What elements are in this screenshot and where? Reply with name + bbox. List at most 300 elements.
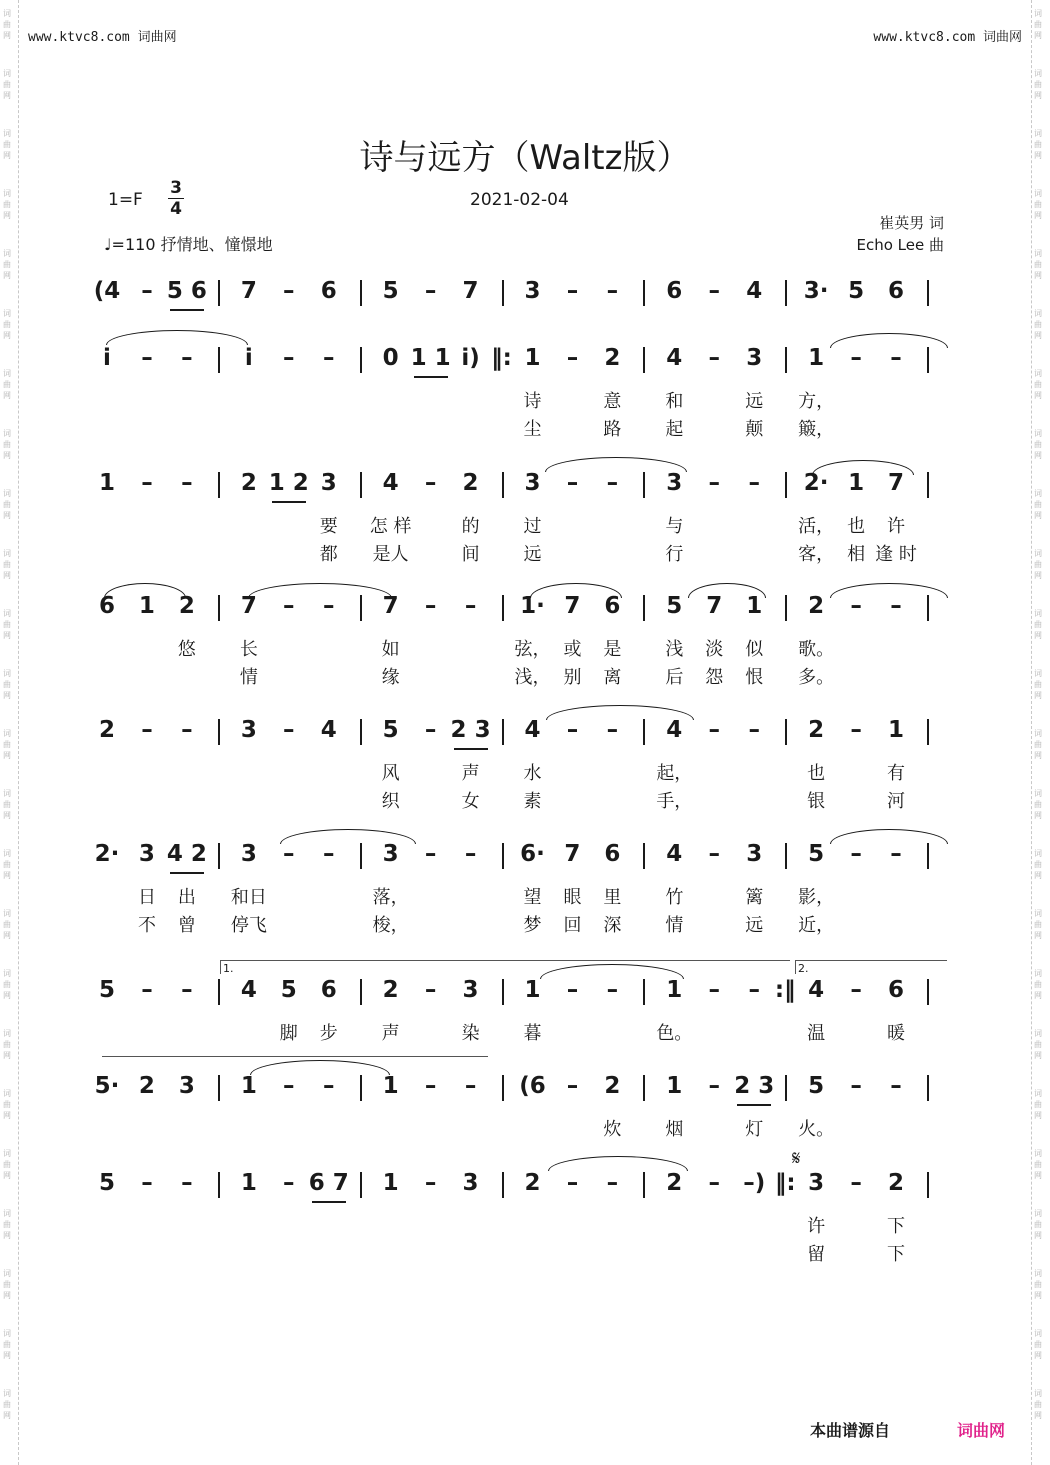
- lyric-verse-1: 方，: [798, 391, 835, 412]
- barline: [218, 472, 220, 498]
- slur-arc: [688, 583, 766, 598]
- note: –: [890, 1073, 902, 1099]
- note: 3: [746, 345, 763, 371]
- note: 1: [240, 1170, 257, 1196]
- lyric-verse-2: 远: [745, 915, 764, 936]
- watermark-text: 词曲网: [1034, 129, 1042, 160]
- watermark-text: 词曲网: [1034, 669, 1042, 700]
- watermark-text: 词曲网: [3, 729, 11, 760]
- note: –: [850, 1170, 862, 1196]
- lyric-verse-2: 是人: [372, 544, 409, 565]
- watermark-text: 词曲网: [3, 189, 11, 220]
- watermark-text: 词曲网: [3, 609, 11, 640]
- barline: [360, 1172, 362, 1198]
- note-group: 1 1: [410, 345, 451, 371]
- watermark-text: 词曲网: [1034, 9, 1042, 40]
- note: 4: [666, 345, 683, 371]
- note: 7: [382, 593, 399, 619]
- note: –: [181, 977, 193, 1003]
- watermark-text: 词曲网: [3, 909, 11, 940]
- lyric-verse-1: 竹: [665, 887, 684, 908]
- note: –: [708, 1073, 721, 1099]
- note: 1·: [520, 593, 545, 619]
- lyric-verse-1: 暮: [523, 1023, 542, 1044]
- note: –: [566, 717, 579, 743]
- barline: [785, 1075, 787, 1101]
- note: –: [424, 1170, 437, 1196]
- eighth-underline: [312, 1201, 346, 1203]
- note: –: [708, 470, 721, 496]
- barline: [643, 1075, 645, 1101]
- lyric-verse-2: 浅，: [514, 667, 551, 688]
- watermark-text: 词曲网: [1034, 969, 1042, 1000]
- note: 5: [98, 1170, 116, 1196]
- note: –: [424, 717, 437, 743]
- watermark-text: 词曲网: [3, 129, 11, 160]
- note: i: [244, 345, 253, 371]
- note: 2: [808, 717, 825, 743]
- watermark-text: 词曲网: [3, 1149, 11, 1180]
- eighth-underline: [272, 501, 306, 503]
- note: 5: [808, 841, 825, 867]
- barline: [643, 595, 645, 621]
- note: –: [708, 977, 721, 1003]
- note: 7: [564, 593, 581, 619]
- slur-arc: [104, 583, 186, 598]
- note: 7: [564, 841, 581, 867]
- note: 2: [524, 1170, 541, 1196]
- lyric-verse-1: 如: [381, 639, 400, 660]
- eighth-underline: [737, 1104, 771, 1106]
- watermark-text: 词曲网: [1034, 1269, 1042, 1300]
- lyric-verse-1: 脚: [279, 1023, 298, 1044]
- watermark-text: 词曲网: [3, 1269, 11, 1300]
- footer-source-label: 本曲谱源自: [810, 1421, 891, 1440]
- watermark-text: 词曲网: [3, 369, 11, 400]
- note: 3: [240, 841, 257, 867]
- watermark-text: 词曲网: [1034, 789, 1042, 820]
- note: 1: [240, 1073, 257, 1099]
- lyric-verse-2: 下: [887, 1244, 906, 1265]
- note: –: [283, 1170, 295, 1196]
- note: –: [283, 345, 295, 371]
- note: 1: [524, 977, 541, 1003]
- note: –: [566, 977, 579, 1003]
- note: –: [748, 470, 760, 496]
- eighth-underline: [414, 376, 448, 378]
- note: –: [606, 470, 619, 496]
- lyric-verse-1: 活，: [798, 516, 835, 537]
- lyric-verse-1: 的: [461, 516, 480, 537]
- note: –: [708, 717, 721, 743]
- note: –: [424, 278, 437, 304]
- note: 4: [666, 717, 683, 743]
- lyric-verse-1: 温: [807, 1023, 826, 1044]
- watermark-text: 词曲网: [3, 969, 11, 1000]
- note: –: [283, 593, 295, 619]
- lyric-verse-1: 下: [887, 1216, 906, 1237]
- note: –: [748, 977, 760, 1003]
- note: –: [424, 841, 437, 867]
- note: 2·: [803, 470, 829, 496]
- barline: [927, 472, 929, 498]
- watermark-text: 词曲网: [1034, 1209, 1042, 1240]
- lyric-verse-1: 声: [461, 763, 480, 784]
- barline: [927, 1075, 929, 1101]
- barline: [360, 719, 362, 745]
- watermark-text: 词曲网: [3, 549, 11, 580]
- note: 6: [320, 977, 337, 1003]
- note: 7: [888, 470, 905, 496]
- watermark-text: 词曲网: [1034, 549, 1042, 580]
- note: 3: [524, 470, 541, 496]
- note: 2: [240, 470, 257, 496]
- lyric-verse-1: 出: [177, 887, 196, 908]
- lyric-verse-1: 弦，: [514, 639, 551, 660]
- note: –: [708, 1170, 721, 1196]
- note: 1: [666, 977, 683, 1003]
- watermark-text: 词曲网: [3, 429, 11, 460]
- note: 5: [808, 1073, 825, 1099]
- lyric-verse-1: 声: [381, 1023, 400, 1044]
- watermark-text: 词曲网: [3, 849, 11, 880]
- watermark-text: 词曲网: [3, 1029, 11, 1060]
- eighth-underline: [170, 309, 204, 311]
- lyric-verse-2: 留: [807, 1244, 826, 1265]
- note: –: [322, 1073, 335, 1099]
- note: –: [141, 345, 153, 371]
- note: (6: [519, 1073, 546, 1099]
- note: –: [566, 1073, 579, 1099]
- watermark-text: 词曲网: [3, 9, 11, 40]
- lyric-verse-2: 停飞: [230, 915, 267, 936]
- barline: [218, 1075, 220, 1101]
- watermark-text: 词曲网: [3, 69, 11, 100]
- note-group: 5 6: [166, 278, 207, 304]
- note: 1: [138, 593, 155, 619]
- lyric-verse-1: 步: [319, 1023, 338, 1044]
- barline: [218, 1172, 220, 1198]
- note: –: [890, 345, 902, 371]
- watermark-text: 词曲网: [1034, 189, 1042, 220]
- lyric-verse-2: 手，: [656, 791, 693, 812]
- note: –: [606, 278, 619, 304]
- lyric-verse-1: 长: [239, 639, 258, 660]
- barline: [218, 979, 220, 1005]
- note: 3: [808, 1170, 825, 1196]
- note: –: [850, 1073, 862, 1099]
- lyric-verse-1: 也: [847, 516, 866, 537]
- note-group: 2 3: [450, 717, 491, 743]
- watermark-text: 词曲网: [1034, 1089, 1042, 1120]
- watermark-text: 词曲网: [1034, 249, 1042, 280]
- eighth-underline: [170, 872, 204, 874]
- note: 5·: [94, 1073, 120, 1099]
- note: –: [850, 345, 862, 371]
- note: –: [708, 841, 721, 867]
- lyric-verse-1: 怎 样: [369, 516, 412, 537]
- note: –: [141, 977, 153, 1003]
- lyric-verse-2: 女: [461, 791, 480, 812]
- barline: [360, 1075, 362, 1101]
- lyric-verse-1: 或: [563, 639, 582, 660]
- lyric-verse-1: 有: [887, 763, 906, 784]
- note: –: [181, 717, 193, 743]
- lyric-verse-2: 相: [847, 544, 866, 565]
- note: 2: [604, 345, 621, 371]
- note: 2: [382, 977, 399, 1003]
- lyric-verse-2: 间: [461, 544, 480, 565]
- lyric-verse-1: 似: [745, 639, 764, 660]
- time-signature-bottom: 4: [168, 198, 184, 219]
- lyric-verse-1: 里: [603, 887, 622, 908]
- lyric-verse-1: 炊: [603, 1119, 622, 1140]
- note: –: [890, 593, 902, 619]
- barline: [502, 472, 504, 498]
- barline: [360, 280, 362, 306]
- note: 6: [320, 278, 337, 304]
- lyric-verse-2: 别: [563, 667, 582, 688]
- key-signature: 1=F: [108, 190, 143, 210]
- barline: [360, 472, 362, 498]
- watermark-text: 词曲网: [3, 249, 11, 280]
- lyric-verse-2: 缘: [381, 667, 400, 688]
- time-signature: [168, 178, 184, 219]
- barline: [502, 719, 504, 745]
- lyric-verse-2: 银: [807, 791, 826, 812]
- note: :‖: [774, 977, 796, 1003]
- barline: [643, 1172, 645, 1198]
- note: –: [606, 977, 619, 1003]
- note: 6: [604, 841, 621, 867]
- note: 6: [666, 278, 683, 304]
- note: i): [461, 345, 480, 371]
- note: 4: [382, 470, 399, 496]
- lyric-verse-1: 起，: [656, 763, 693, 784]
- note: 3: [462, 977, 479, 1003]
- barline: [643, 843, 645, 869]
- note: –: [424, 470, 437, 496]
- slur-arc: [250, 1060, 390, 1075]
- note: –: [141, 1170, 153, 1196]
- note: –: [283, 1073, 295, 1099]
- time-signature-top: 3: [170, 178, 182, 198]
- note: 1: [808, 345, 825, 371]
- note: –: [181, 470, 193, 496]
- note-group: 2 3: [734, 1073, 775, 1099]
- barline: [927, 347, 929, 373]
- note: 4: [746, 278, 763, 304]
- note: 2: [808, 593, 825, 619]
- volta-second-hook: [795, 960, 796, 974]
- lyric-verse-1: 日: [137, 887, 156, 908]
- note: 2: [178, 593, 195, 619]
- lyric-verse-2: 尘: [523, 419, 542, 440]
- note: –: [708, 278, 721, 304]
- barline: [785, 719, 787, 745]
- barline: [502, 280, 504, 306]
- note: 3: [746, 841, 763, 867]
- note: (4: [93, 278, 121, 304]
- note: 2: [98, 717, 116, 743]
- watermark-text: 词曲网: [3, 489, 11, 520]
- note: –: [141, 278, 153, 304]
- barline: [927, 595, 929, 621]
- lyric-verse-2: 行: [665, 544, 684, 565]
- footer-source-site[interactable]: 词曲网: [957, 1421, 1006, 1440]
- watermark-text: 词曲网: [1034, 369, 1042, 400]
- lyric-verse-2: 恨: [745, 667, 764, 688]
- lyric-verse-1: 篱: [745, 887, 764, 908]
- site-url-left[interactable]: www.ktvc8.com 词曲网: [28, 30, 177, 45]
- lyric-verse-1: 远: [745, 391, 764, 412]
- barline: [360, 595, 362, 621]
- volta-first-label: 1.: [223, 962, 234, 975]
- note: –: [566, 278, 579, 304]
- note: –: [464, 1073, 477, 1099]
- site-url-right[interactable]: www.ktvc8.com 词曲网: [873, 30, 1022, 45]
- lyric-verse-2: 织: [381, 791, 400, 812]
- lyric-verse-2: 都: [319, 544, 338, 565]
- lyric-verse-2: 河: [887, 791, 906, 812]
- lyric-verse-2: 簸，: [798, 419, 835, 440]
- barline: [502, 1075, 504, 1101]
- note: 3: [320, 470, 337, 496]
- barline: [785, 472, 787, 498]
- barline: [218, 595, 220, 621]
- barline: [927, 1172, 929, 1198]
- note: –: [850, 717, 862, 743]
- slur-arc: [280, 829, 416, 844]
- watermark-text: 词曲网: [1034, 429, 1042, 460]
- note: 5: [848, 278, 865, 304]
- note: –: [283, 278, 295, 304]
- volta-second-label: 2.: [798, 962, 809, 975]
- note: –: [283, 717, 295, 743]
- lyric-verse-2: 怨: [705, 667, 724, 688]
- note: 3: [138, 841, 155, 867]
- note: 5: [666, 593, 683, 619]
- watermark-text: 词曲网: [3, 789, 11, 820]
- barline: [785, 595, 787, 621]
- note: –: [322, 593, 335, 619]
- note: –: [850, 593, 862, 619]
- lyricist: 崔英男 词: [879, 214, 944, 232]
- lyric-verse-1: 火。: [798, 1119, 835, 1140]
- slur-arc: [812, 460, 914, 475]
- lyric-verse-1: 与: [665, 516, 684, 537]
- barline: [927, 979, 929, 1005]
- note: 7: [240, 593, 257, 619]
- barline: [927, 719, 929, 745]
- song-title: 诗与远方（Waltz版）: [359, 138, 691, 178]
- note: –: [322, 345, 335, 371]
- barline: [643, 472, 645, 498]
- note: 6: [604, 593, 621, 619]
- watermark-text: 词曲网: [1034, 69, 1042, 100]
- note: 5: [98, 977, 116, 1003]
- barline: [218, 719, 220, 745]
- barline: [502, 843, 504, 869]
- barline: [927, 280, 929, 306]
- barline: [927, 843, 929, 869]
- barline: [360, 843, 362, 869]
- barline: [218, 843, 220, 869]
- date: 2021-02-04: [470, 190, 569, 210]
- lyric-verse-1: 染: [461, 1023, 480, 1044]
- lyric-verse-2: 深: [603, 915, 622, 936]
- note: –: [464, 593, 477, 619]
- note: 0: [382, 345, 399, 371]
- slur-arc: [530, 583, 622, 598]
- watermark-text: 词曲网: [3, 309, 11, 340]
- lyric-verse-1: 歌。: [798, 639, 835, 660]
- note: –: [283, 841, 295, 867]
- lyric-verse-2: 客，: [798, 544, 835, 565]
- barline: [643, 979, 645, 1005]
- volta-second-continued: [102, 1056, 488, 1057]
- lyric-verse-1: 是: [603, 639, 622, 660]
- note: 3: [382, 841, 399, 867]
- lyric-verse-1: 烟: [665, 1119, 684, 1140]
- note: 3: [178, 1073, 195, 1099]
- watermark-text: 词曲网: [1034, 1149, 1042, 1180]
- note: 4: [320, 717, 337, 743]
- lyric-verse-2: 情: [239, 667, 258, 688]
- slur-arc: [546, 705, 694, 720]
- lyric-verse-1: 和: [665, 391, 684, 412]
- lyric-verse-1: 落，: [372, 887, 409, 908]
- note: –: [424, 977, 437, 1003]
- note: 3: [666, 470, 683, 496]
- note: 7: [462, 278, 479, 304]
- lyric-verse-1: 意: [603, 391, 622, 412]
- lyric-verse-1: 水: [523, 763, 542, 784]
- slur-arc: [545, 457, 687, 472]
- note-group: 6 7: [308, 1170, 349, 1196]
- note: 7: [706, 593, 723, 619]
- note: –: [322, 841, 335, 867]
- barline: [785, 347, 787, 373]
- lyric-verse-2: 起: [665, 419, 684, 440]
- note: 5: [382, 717, 399, 743]
- note: 2: [888, 1170, 905, 1196]
- lyric-verse-2: 颠: [745, 419, 764, 440]
- note: 2·: [94, 841, 120, 867]
- note: 4: [524, 717, 541, 743]
- note: 7: [240, 278, 257, 304]
- left-dashed-margin: [18, 0, 29, 1465]
- barline: [360, 347, 362, 373]
- lyric-verse-2: 回: [563, 915, 582, 936]
- note: 2: [604, 1073, 621, 1099]
- note: 4: [808, 977, 825, 1003]
- note: 6: [98, 593, 116, 619]
- lyric-verse-2: 远: [523, 544, 542, 565]
- composer: Echo Lee 曲: [856, 236, 944, 254]
- note: ‖:: [491, 345, 512, 371]
- slur-arc: [248, 583, 392, 598]
- lyric-verse-1: 影，: [798, 887, 835, 908]
- watermark-text: 词曲网: [3, 1389, 11, 1420]
- lyric-verse-1: 要: [319, 516, 338, 537]
- lyric-verse-2: 情: [665, 915, 684, 936]
- note: –: [141, 470, 153, 496]
- watermark-text: 词曲网: [3, 669, 11, 700]
- note: –: [464, 841, 477, 867]
- watermark-text: 词曲网: [3, 1209, 11, 1240]
- watermark-text: 词曲网: [1034, 309, 1042, 340]
